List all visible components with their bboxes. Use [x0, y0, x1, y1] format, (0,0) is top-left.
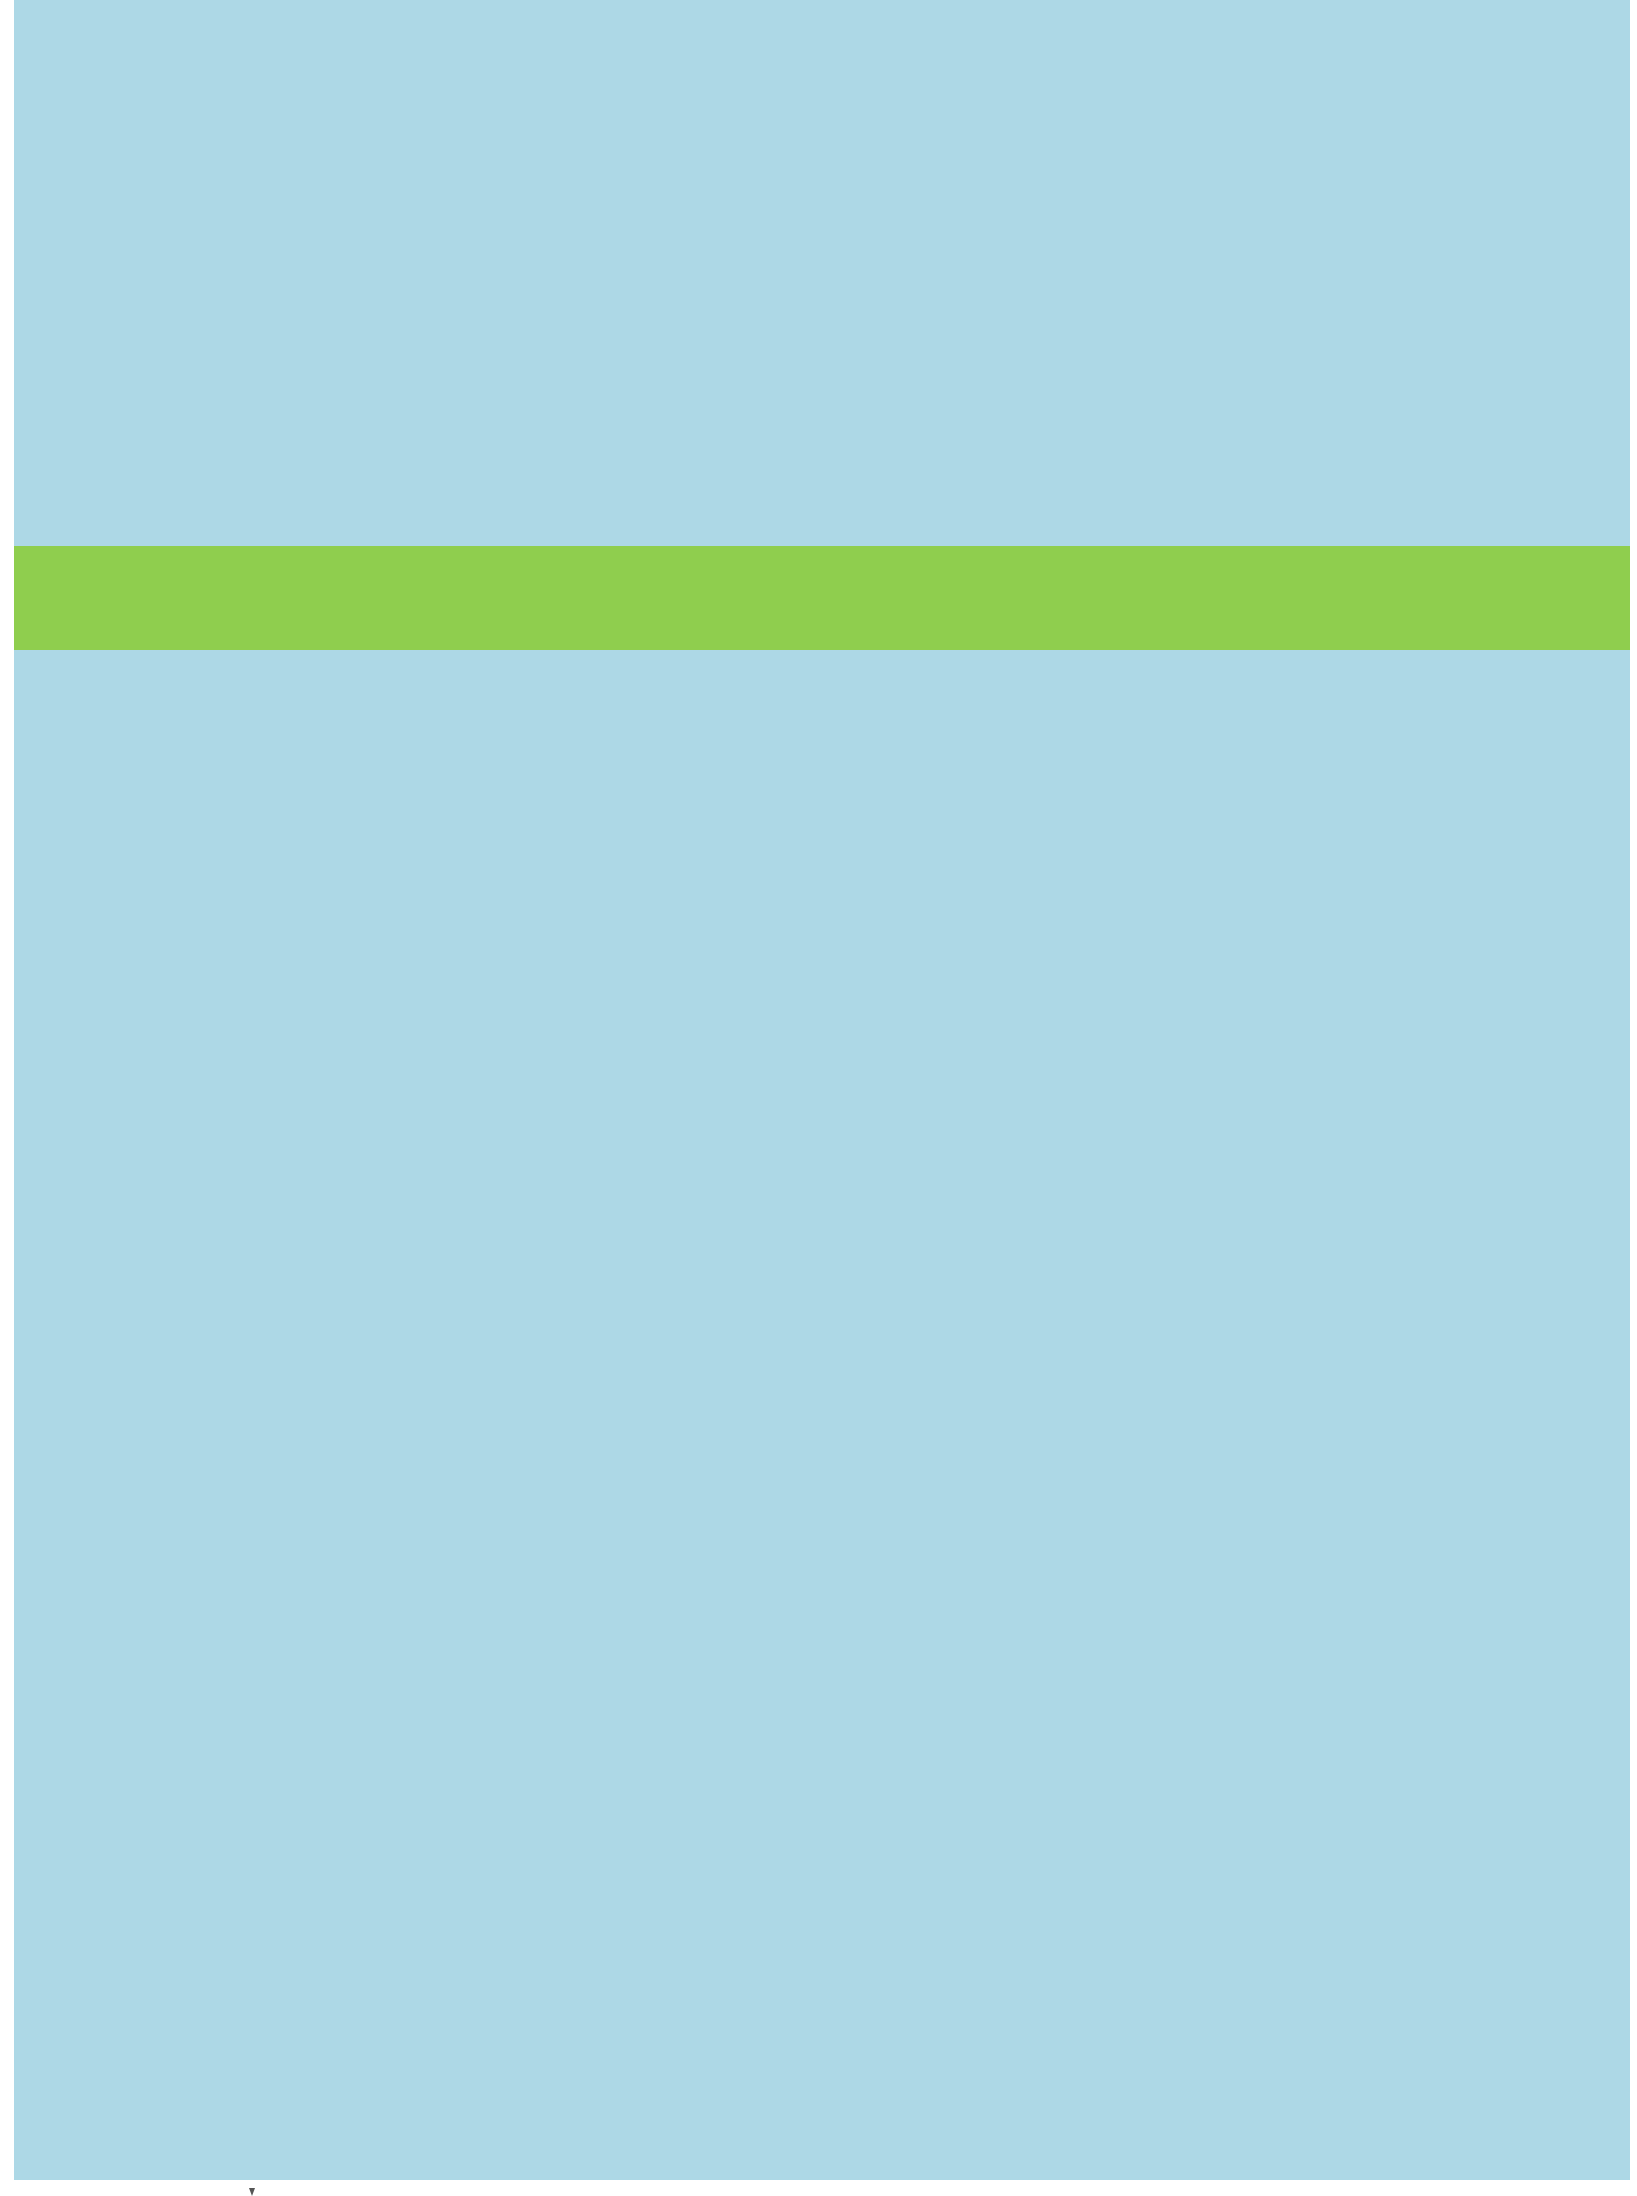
root-arrow-icon	[249, 2188, 255, 2196]
